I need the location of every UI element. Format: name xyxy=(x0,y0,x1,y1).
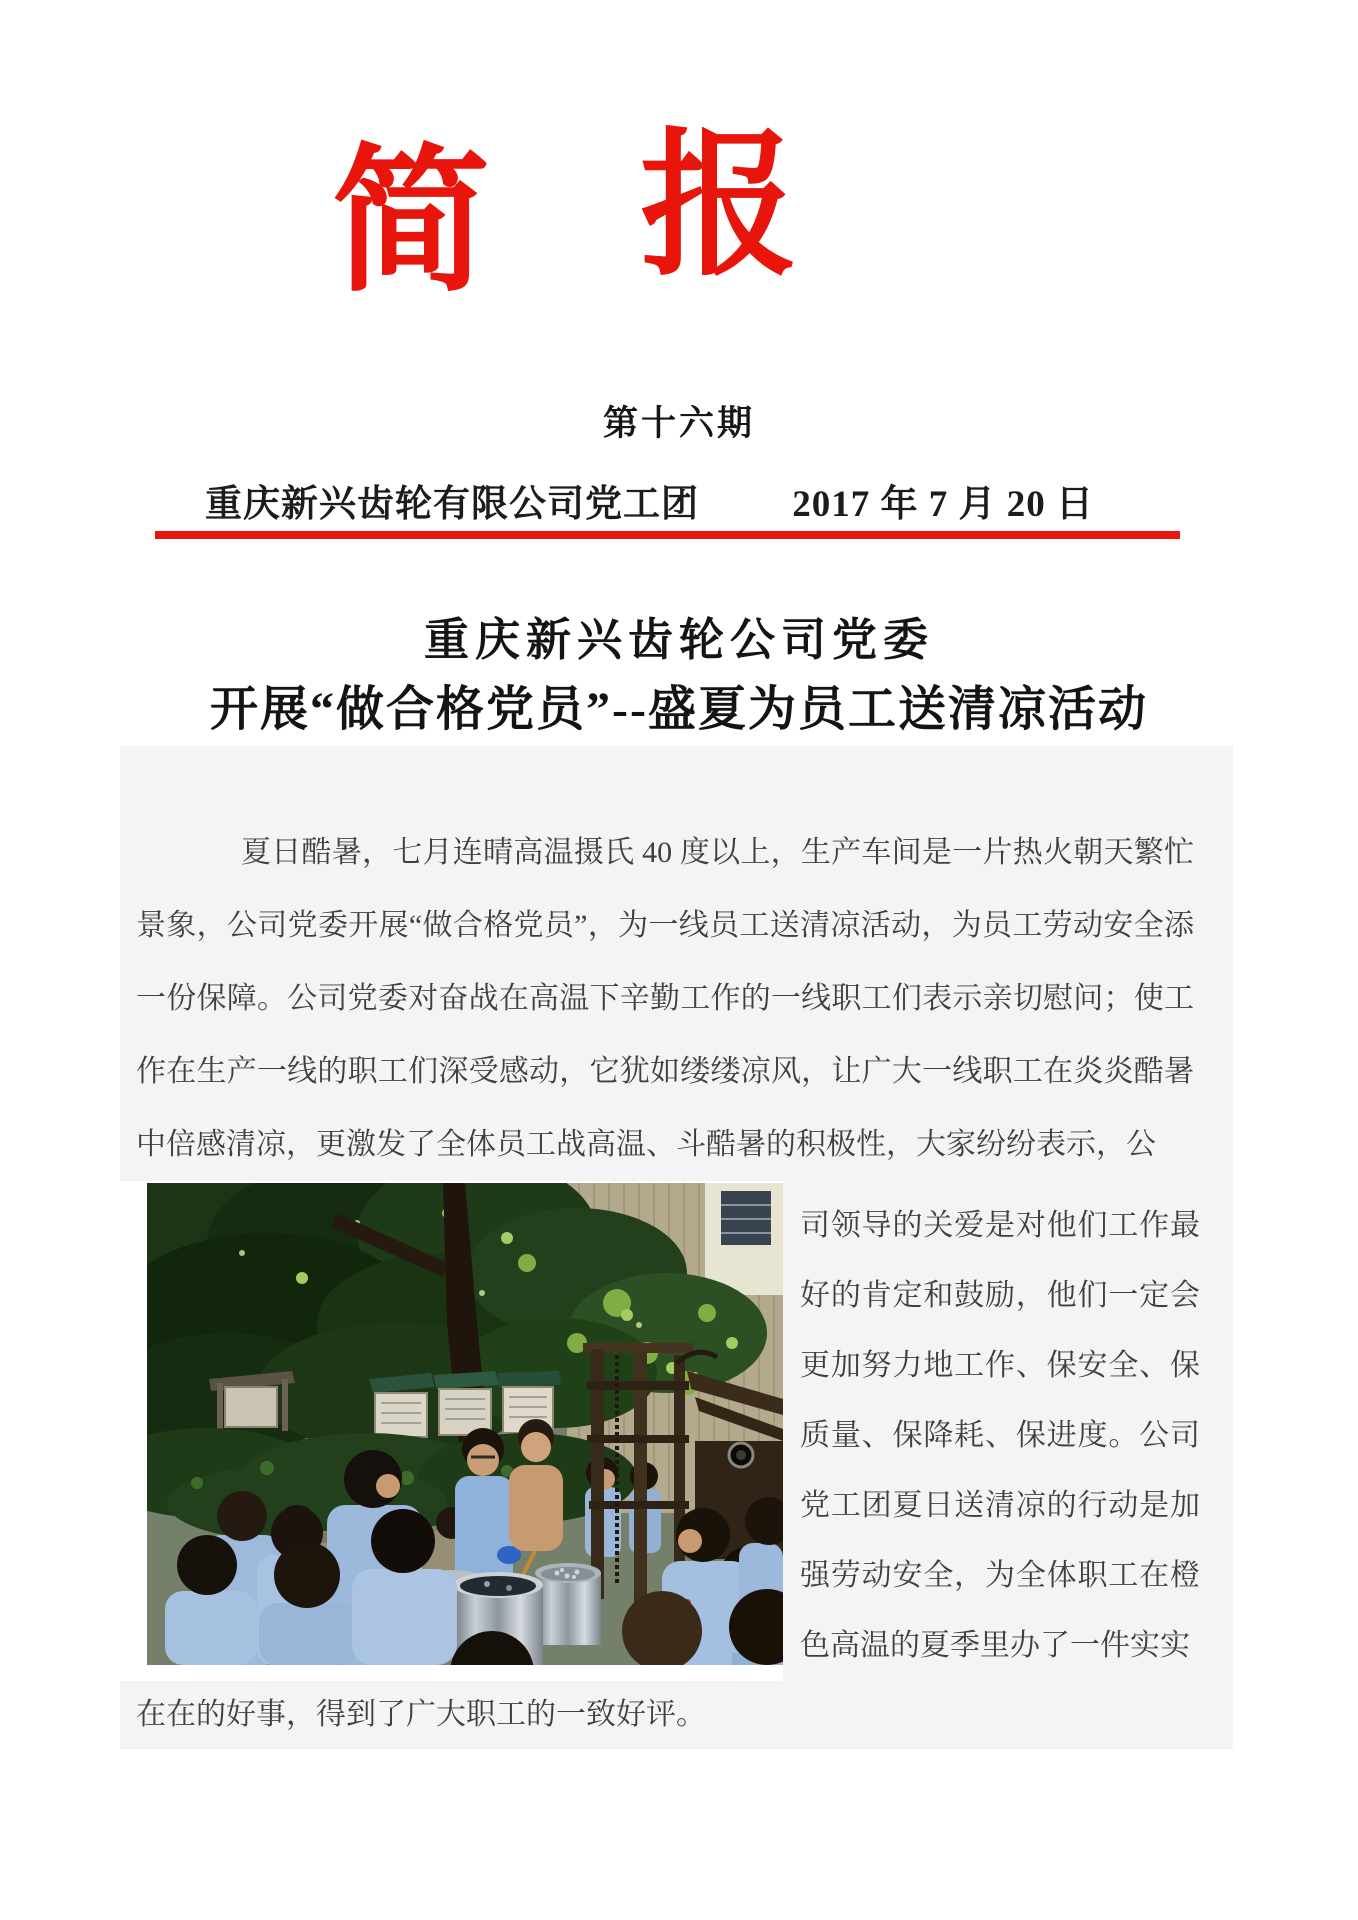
article-media-row xyxy=(120,1181,1233,1681)
article-photo xyxy=(147,1183,783,1665)
article-heading-line2: 开展“做合格党员”--盛夏为员工送清凉活动 xyxy=(210,683,1148,736)
issue-date: 2017 年 7 月 20 日 xyxy=(792,484,1094,525)
article-body xyxy=(120,746,1233,1749)
divider-rule xyxy=(155,531,1180,539)
article-paragraph-bottom: 在在的好事，得到了广大职工的一致好评。 xyxy=(120,1681,1233,1749)
issue-number: 第十六期 xyxy=(602,404,755,443)
article-heading-line1: 重庆新兴齿轮公司党委 xyxy=(423,615,934,665)
bulletin-boards xyxy=(209,1371,561,1437)
masthead-char-bao: 报 xyxy=(640,120,798,295)
masthead-info-row xyxy=(155,482,1180,528)
article-paragraph-side: 司领导的关爱是对他们工作最好的肯定和鼓励，他们一定会更加努力地工作、保安全、保质量、保降耗、保进度。公司党工团夏日送清凉的行动是加强劳动安全，为全体职工在橙色高温的夏季里办了一件实实 xyxy=(783,1181,1233,1681)
masthead-char-jian: 简 xyxy=(332,136,490,311)
article-paragraph-top: 夏日酷暑，七月连晴高温摄氏 40 度以上，生产车间是一片热火朝天繁忙景象，公司党委开展“做合格党员”，为一线员工送清凉活动，为员工劳动安全添一份保障。公司党委对奋战在高温下辛勤工作的一线职工们表示亲切慰问；使工作在生产一线的职工们深受感动，它犹如缕缕凉风，让广大一线职工在炎炎酷暑中倍感清凉，更激发了全体员工战高温、斗酷暑的积极性，大家纷纷表示，公 xyxy=(120,746,1233,1181)
organization-name: 重庆新兴齿轮有限公司党工团 xyxy=(205,484,699,525)
photo-frame xyxy=(120,1181,783,1681)
masthead-title xyxy=(0,120,1244,311)
